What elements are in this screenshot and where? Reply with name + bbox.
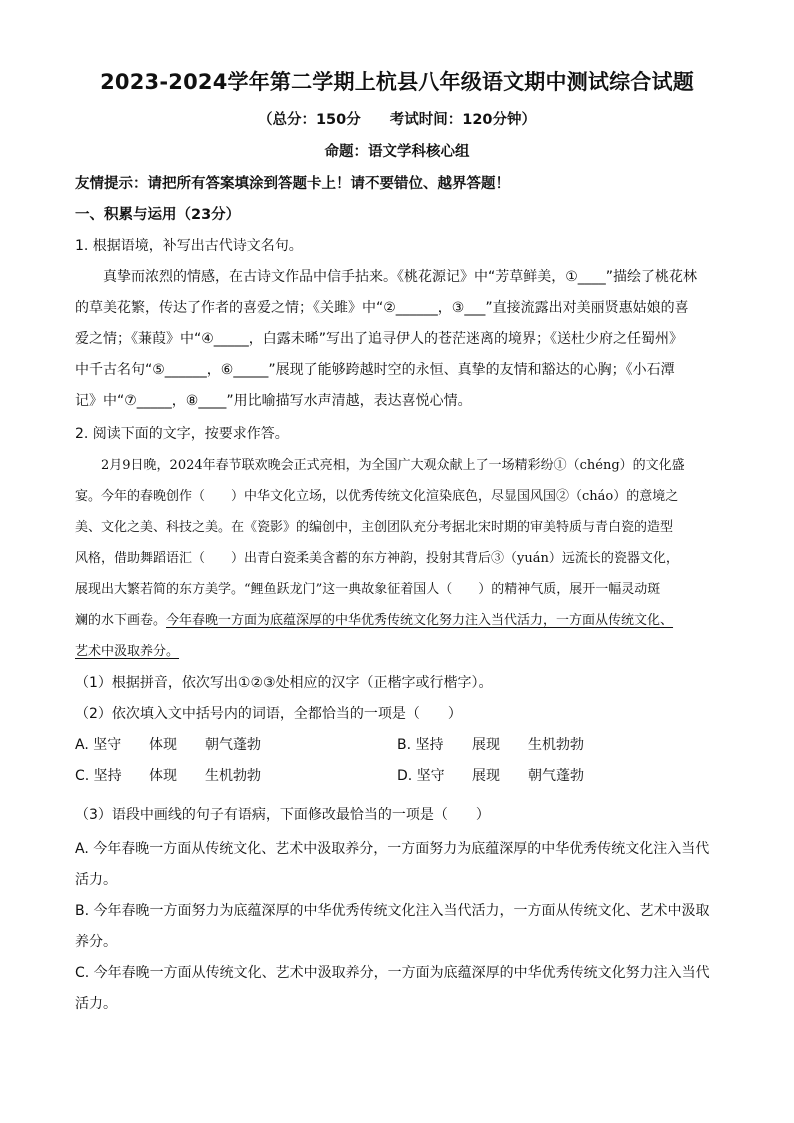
option-d-word3: 朝气蓬勃 — [528, 768, 584, 784]
q2-stem: 2. 阅读下面的文字，按要求作答。 — [75, 426, 289, 442]
q1-stem: 1. 根据语境，补写出古代诗文名句。 — [75, 238, 303, 254]
option-a-word2: 体现 — [149, 737, 177, 753]
notice: 友情提示：请把所有答案填涂到答题卡上！请不要错位、越界答题！ — [75, 176, 510, 192]
passage-line: 展现出大繁若简的东方美学。“鲤鱼跃龙门”这一典故象征着国人（ ）的精神气质，展开一幅灵动斑 — [75, 582, 661, 597]
q2-sub1: （1）根据拼音，依次写出①②③处相应的汉字（正楷字或行楷字）。 — [75, 675, 493, 691]
option-b-word2: 展现 — [472, 737, 500, 753]
exam-author: 命题：语文学科核心组 — [324, 144, 470, 160]
passage-line: 宴。今年的春晚创作（ ）中华文化立场，以优秀传统文化渲染底色，尽显国风国②（cháo）的意境之 — [75, 489, 679, 504]
passage-line: 风格，借助舞蹈语汇（ ）出青白瓷柔美含蓄的东方神韵，投射其背后③（yuán）远流长的瓷器文化， — [75, 551, 679, 566]
q1-line: 记》中“⑦_____，⑧____”用比喻描写水声清越，表达喜悦心情。 — [75, 393, 472, 409]
option-b-word1[interactable]: B. 坚持 — [397, 737, 444, 753]
passage-line: 斓的水下画卷。 — [75, 613, 167, 628]
q1-line: 爱之情；《蒹葭》中“④_____，白露未晞”写出了追寻伊人的苍茫迷离的境界；《送杜少府之任蜀州》 — [75, 331, 684, 347]
q2-sub3: （3）语段中画线的句子有语病，下面修改最恰当的一项是（ ） — [75, 807, 490, 823]
passage-line-with-underline — [75, 609, 673, 628]
option-c-word2: 体现 — [149, 768, 177, 784]
q2-sub2: （2）依次填入文中括号内的词语，全都恰当的一项是（ ） — [75, 706, 462, 722]
underlined-sentence: 今年春晚一方面为底蕴深厚的中华优秀传统文化努力注入当代活力，一方面从传统文化、 — [166, 613, 674, 628]
choice-a[interactable]: A. 今年春晚一方面从传统文化、艺术中汲取养分，一方面努力为底蕴深厚的中华优秀传统文化注入当代 — [75, 841, 710, 857]
underlined-sentence-end: 艺术中汲取养分。 — [75, 644, 180, 659]
score-and-time: （总分：150分 考试时间：120分钟） — [257, 112, 537, 128]
option-b-word3: 生机勃勃 — [528, 737, 584, 753]
q1-line: 真挚而浓烈的情感，在古诗文作品中信手拈来。《桃花源记》中“芳草鲜美，①____”描绘了桃花林 — [103, 269, 698, 285]
choice-a-cont: 活力。 — [75, 872, 117, 888]
option-c-word1[interactable]: C. 坚持 — [75, 768, 122, 784]
exam-title: 2023-2024学年第二学期上杭县八年级语文期中测试综合试题 — [100, 70, 694, 94]
choice-c-cont: 活力。 — [75, 996, 117, 1012]
passage-line: 2月9日晚，2024年春节联欢晚会正式亮相，为全国广大观众献上了一场精彩纷①（chéng）的文化盛 — [101, 458, 685, 473]
choice-c[interactable]: C. 今年春晚一方面从传统文化、艺术中汲取养分，一方面为底蕴深厚的中华优秀传统文化努力注入当代 — [75, 965, 710, 981]
q1-line: 中千古名句“⑤______，⑥_____”展现了能够跨越时空的永恒、真挚的友情和豁达的心胸；《小石潭 — [75, 362, 675, 378]
q1-line: 的草美花繁，传达了作者的喜爱之情；《关雎》中“②______，③___”直接流露出对美丽贤惠姑娘的喜 — [75, 300, 689, 316]
option-a-word1[interactable]: A. 坚守 — [75, 737, 122, 753]
option-d-word2: 展现 — [472, 768, 500, 784]
section-heading: 一、积累与运用（23分） — [75, 207, 241, 223]
option-a-word3: 朝气蓬勃 — [205, 737, 261, 753]
choice-b-cont: 养分。 — [75, 934, 117, 950]
option-d-word1[interactable]: D. 坚守 — [397, 768, 445, 784]
passage-line: 美、文化之美、科技之美。在《瓷影》的编创中，主创团队充分考据北宋时期的审美特质与青白瓷的造型 — [75, 520, 674, 535]
choice-b[interactable]: B. 今年春晚一方面努力为底蕴深厚的中华优秀传统文化注入当代活力，一方面从传统文化、艺术中汲取 — [75, 903, 710, 919]
option-c-word3: 生机勃勃 — [205, 768, 261, 784]
